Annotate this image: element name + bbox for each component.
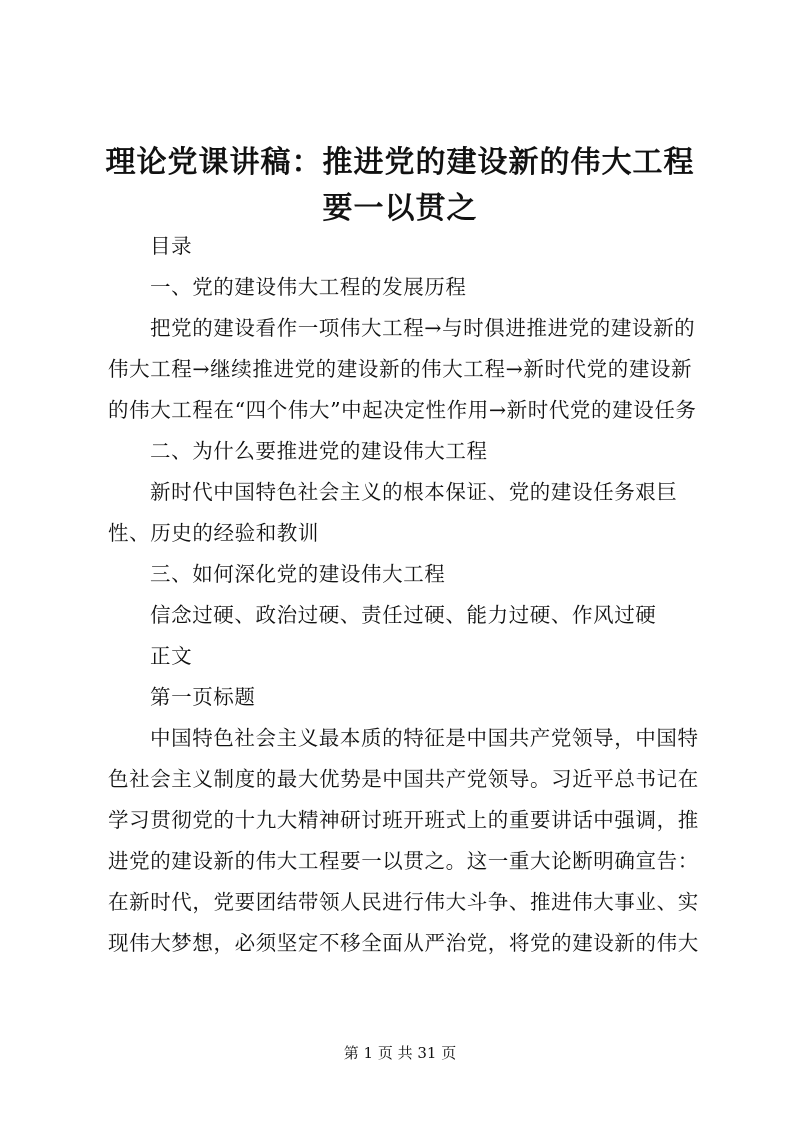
- toc-section-2-content: 新时代中国特色社会主义的根本保证、党的建设任务艰巨性、历史的经验和教训: [108, 480, 678, 545]
- toc-section-3-content: 信念过硬、政治过硬、责任过硬、能力过硬、作风过硬: [150, 603, 657, 627]
- toc-section-1: 一、党的建设伟大工程的发展历程: [150, 275, 467, 299]
- page-footer: 第 1 页 共 31 页: [343, 1044, 457, 1062]
- toc-section-2: 二、为什么要推进党的建设伟大工程: [150, 439, 488, 463]
- body-paragraph: 中国特色社会主义最本质的特征是中国共产党领导，中国特色社会主义制度的最大优势是中国共产党领导。习近平总书记在学习贯彻党的十九大精神研讨班开班式上的重要讲话中强调，推进党的建设新的伟大工程要一以贯之。这一重大论断明确宣告：在新时代，党要团结带领人民进行伟大斗争、推进伟大事业、实现伟大梦想，必须坚定不移全面从严治党，将党的建设新的伟大: [108, 726, 699, 955]
- body-heading: 正文: [150, 644, 193, 668]
- toc-heading: 目录: [150, 234, 193, 258]
- document-title: 理论党课讲稿：推进党的建设新的伟大工程要一以贯之: [105, 145, 695, 226]
- first-page-title: 第一页标题: [150, 685, 256, 709]
- toc-section-3: 三、如何深化党的建设伟大工程: [150, 562, 446, 586]
- document-body: [108, 226, 708, 964]
- toc-section-1-content: 把党的建设看作一项伟大工程→与时俱进推进党的建设新的伟大工程→继续推进党的建设新的伟大工程→新时代党的建设新的伟大工程在“四个伟大”中起决定性作用→新时代党的建设任务: [108, 316, 697, 422]
